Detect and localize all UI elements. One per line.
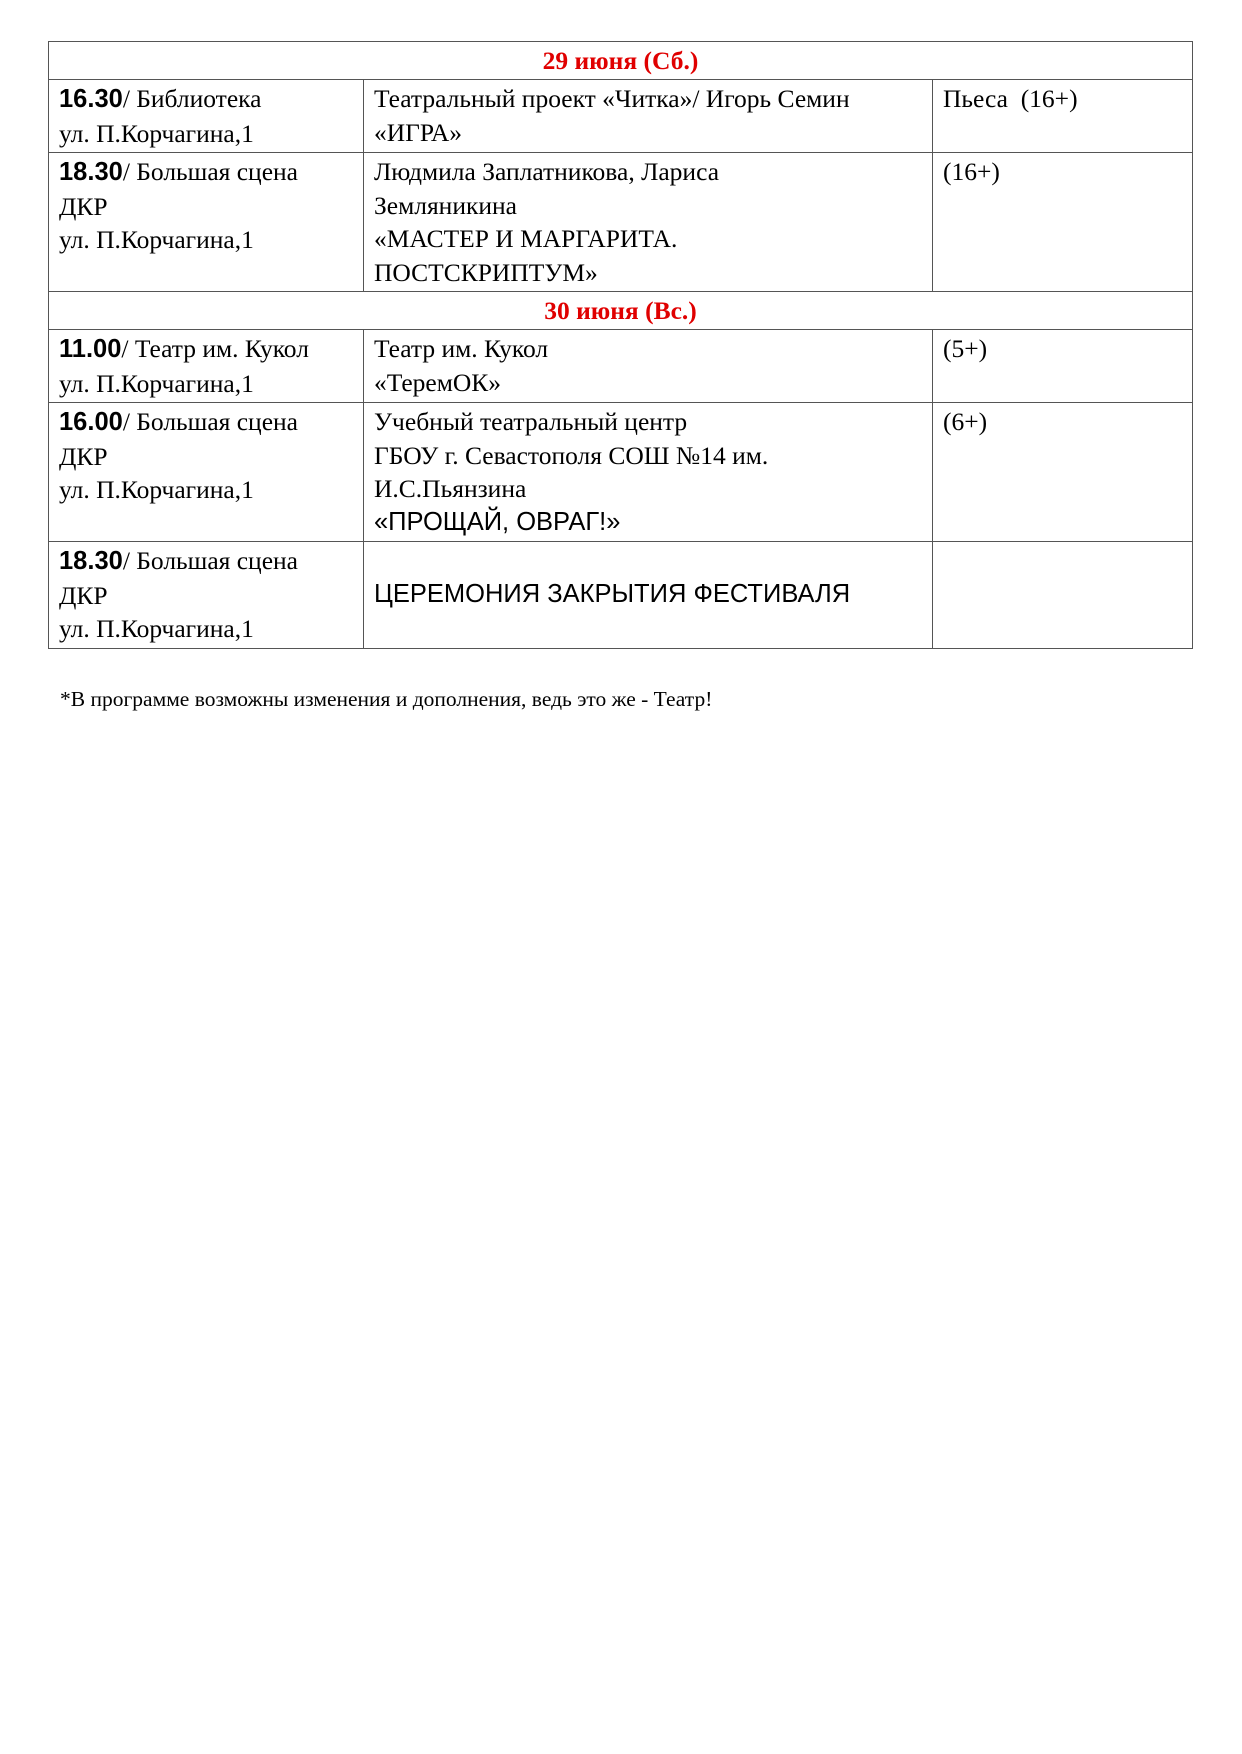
- event-description-line: ЦЕРЕМОНИЯ ЗАКРЫТИЯ ФЕСТИВАЛЯ: [374, 580, 851, 608]
- event-address: ул. П.Корчагина,1: [59, 368, 254, 398]
- day-header-row: [49, 42, 1193, 80]
- event-description-line: Театральный проект «Читка»/ Игорь Семин: [374, 84, 850, 113]
- event-venue-cell: [49, 542, 364, 649]
- event-rating-cell: [933, 403, 1193, 542]
- event-rating: Пьеса (16+): [943, 84, 1078, 113]
- event-row: [49, 403, 1193, 542]
- event-rating-cell: [933, 542, 1193, 649]
- event-venue: / Большая сцена: [122, 157, 298, 186]
- footnote: *В программе возможны изменения и дополнения, ведь это же - Театр!: [60, 687, 713, 711]
- event-description-line: Театр им. Кукол: [374, 334, 549, 363]
- day-header-row: [49, 292, 1193, 330]
- event-venue: / Большая сцена: [122, 546, 298, 575]
- event-description-cell: [364, 80, 933, 153]
- event-description-line: ПОСТСКРИПТУМ»: [374, 257, 598, 287]
- event-address: ул. П.Корчагина,1: [59, 614, 254, 643]
- event-venue: / Большая сцена: [122, 407, 298, 436]
- event-time: 18.30: [59, 547, 123, 575]
- day-title: 29 июня (Сб.): [49, 42, 1193, 80]
- event-venue: ДКР: [59, 441, 108, 471]
- event-address: ул. П.Корчагина,1: [59, 475, 254, 504]
- day-title: 30 июня (Вс.): [49, 292, 1193, 330]
- event-time: 16.00: [59, 408, 123, 436]
- event-description-line: Земляникина: [374, 190, 517, 220]
- event-description-cell: [364, 542, 933, 649]
- event-venue-cell: [49, 330, 364, 403]
- event-description-line: «ПРОЩАЙ, ОВРАГ!»: [374, 507, 621, 536]
- event-description-cell: [364, 403, 933, 542]
- event-rating-cell: [933, 153, 1193, 292]
- event-description-line: «МАСТЕР И МАРГАРИТА.: [374, 224, 678, 253]
- event-rating: (6+): [943, 407, 988, 436]
- event-description-line: ГБОУ г. Севастополя СОШ №14 им.: [374, 440, 769, 470]
- event-venue-cell: [49, 403, 364, 542]
- event-venue-cell: [49, 153, 364, 292]
- event-rating-cell: [933, 80, 1193, 153]
- event-time: 18.30: [59, 158, 123, 186]
- event-description-line: Учебный театральный центр: [374, 407, 688, 436]
- schedule-table: [48, 41, 1193, 649]
- event-address: ул. П.Корчагина,1: [59, 225, 254, 254]
- event-row: [49, 330, 1193, 403]
- event-description-line: «ТеремОК»: [374, 367, 502, 397]
- event-rating: (16+): [943, 157, 1000, 186]
- event-description-cell: [364, 330, 933, 403]
- event-description-line: «ИГРА»: [374, 117, 462, 147]
- event-time: 11.00: [59, 335, 122, 363]
- event-address: ул. П.Корчагина,1: [59, 118, 254, 148]
- event-time: 16.30: [59, 85, 123, 113]
- event-venue: ДКР: [59, 580, 108, 610]
- event-description-cell: [364, 153, 933, 292]
- event-rating-cell: [933, 330, 1193, 403]
- event-description-line: И.С.Пьянзина: [374, 474, 527, 503]
- event-description-line: Людмила Заплатникова, Лариса: [374, 157, 720, 186]
- event-row: [49, 542, 1193, 649]
- event-row: [49, 153, 1193, 292]
- event-rating: (5+): [943, 334, 988, 363]
- event-row: [49, 80, 1193, 153]
- event-venue: / Библиотека: [122, 84, 262, 113]
- event-venue-cell: [49, 80, 364, 153]
- event-venue: ДКР: [59, 191, 108, 221]
- event-venue: / Театр им. Кукол: [121, 334, 309, 363]
